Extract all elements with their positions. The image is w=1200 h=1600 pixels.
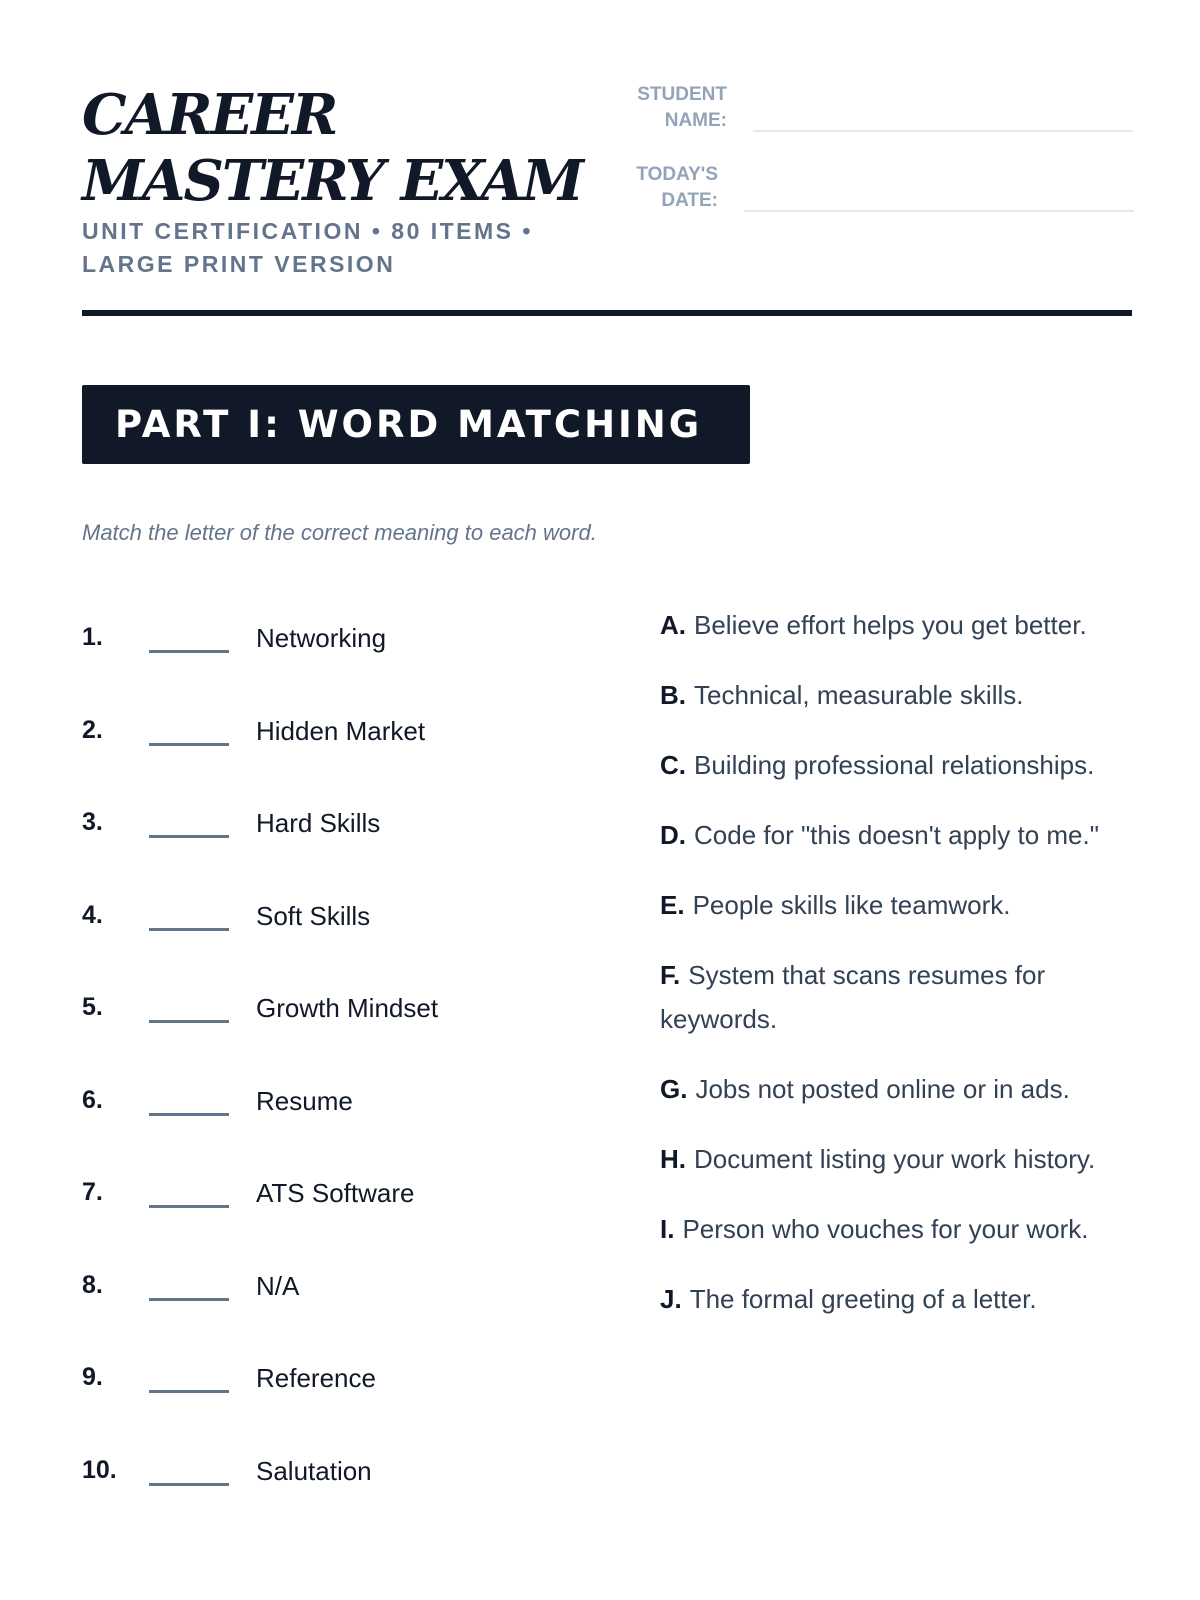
date-line[interactable] [744,208,1134,212]
definition-item [660,1207,1130,1251]
word-term: Salutation [256,1455,372,1486]
definition-item [660,1067,1130,1111]
answer-blank[interactable] [149,1113,229,1116]
word-term: Resume [256,1085,353,1116]
word-item [82,603,642,696]
word-term: Reference [256,1363,376,1393]
word-term: Networking [256,623,387,653]
word-item [82,1343,642,1436]
word-number: 2. [82,715,103,744]
student-name-label: STUDENT NAME: [637,84,727,131]
word-number: 9. [82,1363,103,1391]
definition-item [660,953,1130,1041]
definition-letter: B. [660,680,686,710]
word-item [82,788,642,881]
answer-blank[interactable] [149,1205,229,1208]
definition-item [660,673,1130,717]
definition-text: The formal greeting of a letter. [689,1284,1037,1314]
word-item [82,1158,642,1251]
definition-text: Building professional relationships. [694,750,1095,780]
definition-letter: I. [660,1214,675,1244]
word-item [82,881,642,974]
definition-letter: C. [660,750,686,780]
word-term: Hidden Market [256,715,426,746]
exam-header [82,82,1132,282]
word-item [82,1066,642,1159]
word-number: 8. [82,1270,103,1299]
word-number: 1. [82,623,103,651]
definition-letter: A. [660,610,686,640]
word-item [82,1436,642,1529]
answer-blank[interactable] [149,928,229,931]
title-line-1: CAREER [82,82,337,148]
section-instructions: Match the letter of the correct meaning to each word. [82,520,597,545]
answer-blank[interactable] [149,1483,229,1486]
definition-item [660,1277,1130,1321]
definition-letter: H. [660,1144,686,1174]
date-label: TODAY'S DATE: [636,164,718,211]
definition-text: Code for "this doesn't apply to me." [694,820,1099,850]
answer-blank[interactable] [149,1298,229,1301]
definition-text: Document listing your work history. [694,1144,1096,1174]
word-term: Hard Skills [256,808,381,838]
definition-letter: F. [660,960,681,990]
definition-letter: J. [660,1284,682,1314]
word-item [82,696,642,789]
student-name-line[interactable] [753,128,1133,132]
word-list [82,603,642,1528]
header-divider [82,310,1132,316]
definition-letter: G. [660,1074,688,1104]
definition-text: Technical, measurable skills. [694,680,1024,710]
word-number: 7. [82,1178,103,1206]
word-number: 3. [82,808,103,836]
word-term: N/A [256,1270,300,1301]
definition-item [660,603,1130,647]
word-term: Growth Mindset [256,993,439,1023]
definition-text: Person who vouches for your work. [682,1214,1089,1244]
definition-text: Jobs not posted online or in ads. [695,1074,1070,1104]
answer-blank[interactable] [149,650,229,653]
answer-blank[interactable] [149,1020,229,1023]
answer-blank[interactable] [149,743,229,746]
word-item [82,1251,642,1344]
definition-letter: E. [660,890,685,920]
section-title: PART I: WORD MATCHING [115,403,703,446]
definition-text: People skills like teamwork. [692,890,1011,920]
answer-blank[interactable] [149,1390,229,1393]
word-number: 6. [82,1085,103,1114]
answer-blank[interactable] [149,835,229,838]
definition-item [660,1137,1130,1181]
exam-subtitle: UNIT CERTIFICATION • 80 ITEMS • LARGE PRINT VERSION [82,218,533,277]
date-field [622,162,1134,214]
student-name-field [622,82,1133,134]
definition-text: Believe effort helps you get better. [694,610,1087,640]
definition-item [660,813,1130,857]
definition-item [660,883,1130,927]
word-number: 4. [82,900,103,929]
word-term: Soft Skills [256,900,371,931]
definition-text: System that scans resumes for keywords. [660,960,1046,1034]
exam-title [82,82,602,214]
word-term: ATS Software [256,1178,415,1208]
definition-letter: D. [660,820,686,850]
definition-list [660,603,1130,1347]
definition-item [660,743,1130,787]
word-number: 5. [82,993,103,1021]
section-header [82,385,750,464]
word-number: 10. [82,1455,117,1484]
word-item [82,973,642,1066]
title-line-2: MASTERY EXAM [82,148,583,214]
